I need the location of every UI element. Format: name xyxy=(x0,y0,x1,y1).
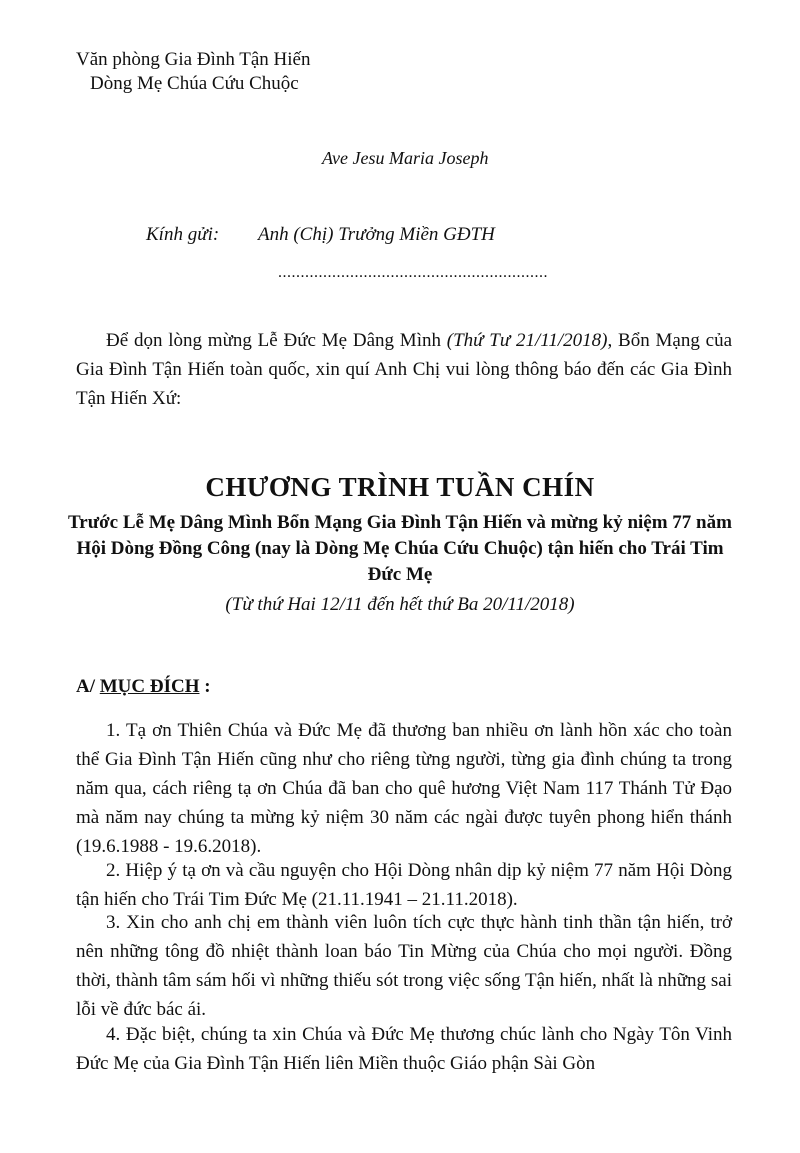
document-subtitle: Trước Lễ Mẹ Dâng Mình Bổn Mạng Gia Đình Tận Hiến và mừng kỷ niệm 77 năm Hội Dòng Đồng Công (nay là Dòng Mẹ Chúa Cứu Chuộc) tận hiến cho Trái Tim Đức Mẹ xyxy=(68,512,732,585)
purpose-item-3-text: 3. Xin cho anh chị em thành viên luôn tích cực thực hành tinh thần tận hiến, trở nên những tông đồ nhiệt thành loan báo Tin Mừng của Chúa cho mọi người. Đồng thời, thành tâm sám hối vì những thiếu sót trong việc sống Tận hiến, nhất là những sai lỗi về đức bác ái. xyxy=(76,912,732,1020)
purpose-item-1-text: 1. Tạ ơn Thiên Chúa và Đức Mẹ đã thương ban nhiều ơn lành hồn xác cho toàn thể Gia Đình Tận Hiến cũng như cho riêng từng người, từng gia đình chúng ta trong năm qua, cách riêng tạ ơn Chúa đã ban cho quê hương Việt Nam 117 Thánh Tử Đạo mà năm nay chúng ta mừng kỷ niệm 30 năm các ngài được tuyên phong hiển thánh (19.6.1988 - 19.6.2018). xyxy=(76,720,732,857)
recipient-label: Kính gửi: xyxy=(146,224,220,245)
purpose-item-4 xyxy=(76,1020,732,1078)
intro-after: , Bổn Mạng của Gia Đình Tận Hiến toàn quốc, xin quí Anh Chị vui lòng thông báo đến các Gia Đình Tận Hiến Xứ: xyxy=(76,330,732,409)
purpose-item-4-text: 4. Đặc biệt, chúng ta xin Chúa và Đức Mẹ thương chúc lành cho Ngày Tôn Vinh Đức Mẹ của Gia Đình Tận Hiến liên Miền thuộc Giáo phận Sài Gòn xyxy=(76,1024,732,1074)
date-range: (Từ thứ Hai 12/11 đến hết thứ Ba 20/11/2018) xyxy=(225,594,575,615)
section-heading-text: MỤC ĐÍCH xyxy=(99,676,200,697)
recipient-value: Anh (Chị) Trưởng Miền GĐTH xyxy=(258,224,495,245)
intro-paragraph xyxy=(76,326,732,413)
section-suffix: : xyxy=(199,676,211,697)
organization-name: Văn phòng Gia Đình Tận Hiến xyxy=(76,49,311,70)
intro-before: Để dọn lòng mừng Lễ Đức Mẹ Dâng Mình xyxy=(106,330,447,351)
section-prefix: A/ xyxy=(76,676,100,697)
organization-subname: Dòng Mẹ Chúa Cứu Chuộc xyxy=(90,73,299,94)
greeting: Ave Jesu Maria Joseph xyxy=(322,148,489,168)
section-heading xyxy=(76,676,211,698)
purpose-item-2 xyxy=(76,856,732,914)
document-title: CHƯƠNG TRÌNH TUẦN CHÍN xyxy=(205,472,595,502)
recipient-dots: ............................................................ xyxy=(278,264,548,281)
purpose-item-1 xyxy=(76,716,732,861)
purpose-item-2-text: 2. Hiệp ý tạ ơn và cầu nguyện cho Hội Dòng nhân dịp kỷ niệm 77 năm Hội Dòng tận hiến cho Trái Tim Đức Mẹ (21.11.1941 – 21.11.2018). xyxy=(76,860,732,910)
intro-date: (Thứ Tư 21/11/2018) xyxy=(446,330,608,351)
purpose-item-3 xyxy=(76,908,732,1024)
